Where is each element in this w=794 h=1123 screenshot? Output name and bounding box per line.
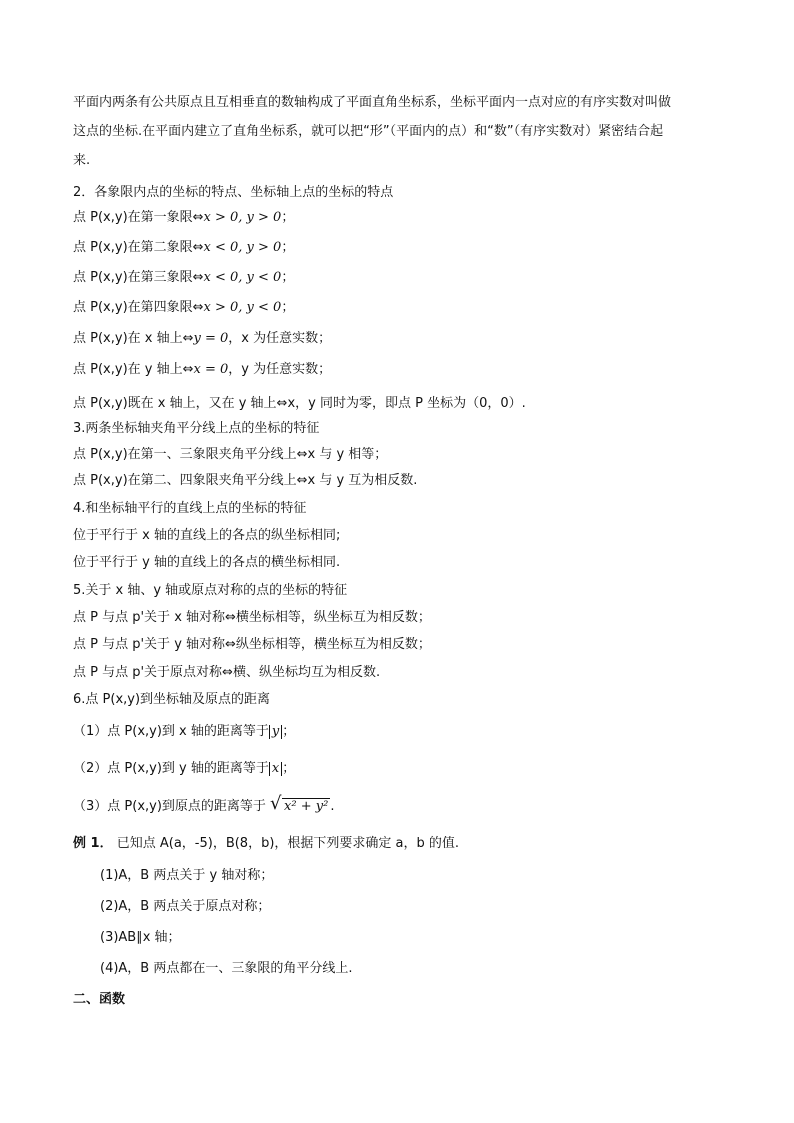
radical-sign: √ <box>270 793 282 814</box>
quadrant-3-math: x < 0, y < 0 <box>203 270 282 285</box>
section-5-heading: 5.关于 x 轴、y 轴或原点对称的点的坐标的特征 <box>73 583 348 598</box>
quadrant-2-math: x < 0, y > 0 <box>203 240 282 255</box>
distance-y-math: x <box>269 762 282 776</box>
distance-origin-end: . <box>330 799 335 814</box>
section-3-heading: 3.两条坐标轴夹角平分线上点的坐标的特征 <box>73 421 320 436</box>
intro-line-2: 这点的坐标.在平面内建立了直角坐标系，就可以把“形”（平面内的点）和“数”（有序实数对）紧密结合起 <box>73 124 664 139</box>
x-axis-math: y = 0 <box>193 331 229 346</box>
quadrant-3-line <box>73 270 294 286</box>
section-5-line-3: 点 P 与点 p'关于原点对称⇔横、纵坐标均互为相反数. <box>73 665 381 680</box>
quadrant-4-end: ； <box>281 300 295 315</box>
quadrant-2-text: 点 P(x,y)在第二象限⇔ <box>73 240 204 255</box>
x-axis-end: ，x 为任意实数； <box>228 331 332 346</box>
example-part-2: (2)A，B 两点关于原点对称； <box>100 899 271 914</box>
distance-x-text: （1）点 P(x,y)到 x 轴的距离等于 <box>73 724 269 739</box>
example-part-1: (1)A，B 两点关于 y 轴对称； <box>100 868 274 883</box>
section-6-heading: 6.点 P(x,y)到坐标轴及原点的距离 <box>73 692 271 707</box>
section-4-heading: 4.和坐标轴平行的直线上点的坐标的特征 <box>73 501 307 516</box>
quadrant-4-text: 点 P(x,y)在第四象限⇔ <box>73 300 204 315</box>
quadrant-4-math: x > 0, y < 0 <box>203 300 282 315</box>
square-root-expression <box>270 793 330 815</box>
distance-y-end: ； <box>282 761 296 776</box>
quadrant-1-math: x > 0, y > 0 <box>203 210 282 225</box>
intro-line-1: 平面内两条有公共原点且互相垂直的数轴构成了平面直角坐标系，坐标平面内一点对应的有序实数对叫做 <box>73 95 672 110</box>
section-4-line-1: 位于平行于 x 轴的直线上的各点的纵坐标相同; <box>73 528 341 543</box>
quadrant-1-line <box>73 210 294 226</box>
section-5-line-1: 点 P 与点 p'关于 x 轴对称⇔横坐标相等，纵坐标互为相反数； <box>73 610 431 625</box>
x-axis-text: 点 P(x,y)在 x 轴上⇔ <box>73 331 194 346</box>
example-part-4: (4)A，B 两点都在一、三象限的角平分线上. <box>100 961 353 976</box>
section-3-line-1: 点 P(x,y)在第一、三象限夹角平分线上⇔x 与 y 相等； <box>73 447 388 462</box>
origin-line: 点 P(x,y)既在 x 轴上，又在 y 轴上⇔x，y 同时为零，即点 P 坐标为（0，0）. <box>73 396 526 411</box>
quadrant-1-end: ； <box>281 210 295 225</box>
distance-x-math: y <box>269 725 282 739</box>
x-axis-line <box>73 331 331 347</box>
section-two-heading: 二、函数 <box>73 992 126 1007</box>
distance-x-line <box>73 724 295 740</box>
distance-y-line <box>73 761 295 777</box>
example-1-line <box>73 836 459 852</box>
intro-line-3: 来. <box>73 153 91 168</box>
example-label: 例 1． <box>73 836 113 851</box>
quadrant-3-text: 点 P(x,y)在第三象限⇔ <box>73 270 204 285</box>
quadrant-1-text: 点 P(x,y)在第一象限⇔ <box>73 210 204 225</box>
quadrant-3-end: ； <box>281 270 295 285</box>
y-axis-end: ，y 为任意实数； <box>228 362 332 377</box>
section-4-line-2: 位于平行于 y 轴的直线上的各点的横坐标相同. <box>73 555 341 570</box>
section-3-line-2: 点 P(x,y)在第二、四象限夹角平分线上⇔x 与 y 互为相反数. <box>73 473 418 488</box>
example-text: 已知点 A(a，-5)，B(8，b)，根据下列要求确定 a，b 的值. <box>116 836 460 851</box>
distance-origin-math: x² + y² <box>284 799 329 814</box>
section-2-heading: 2．各象限内点的坐标的特点、坐标轴上点的坐标的特点 <box>73 185 394 200</box>
y-axis-line <box>73 362 331 378</box>
quadrant-2-end: ； <box>281 240 295 255</box>
distance-x-end: ； <box>282 724 296 739</box>
example-part-3: (3)AB∥x 轴； <box>100 930 181 945</box>
section-5-line-2: 点 P 与点 p'关于 y 轴对称⇔纵坐标相等，横坐标互为相反数； <box>73 637 431 652</box>
quadrant-4-line <box>73 300 294 316</box>
distance-origin-line <box>73 793 335 815</box>
distance-y-text: （2）点 P(x,y)到 y 轴的距离等于 <box>73 761 269 776</box>
distance-origin-text: （3）点 P(x,y)到原点的距离等于 <box>73 799 266 814</box>
y-axis-text: 点 P(x,y)在 y 轴上⇔ <box>73 362 194 377</box>
quadrant-2-line <box>73 240 294 256</box>
y-axis-math: x = 0 <box>193 362 229 377</box>
